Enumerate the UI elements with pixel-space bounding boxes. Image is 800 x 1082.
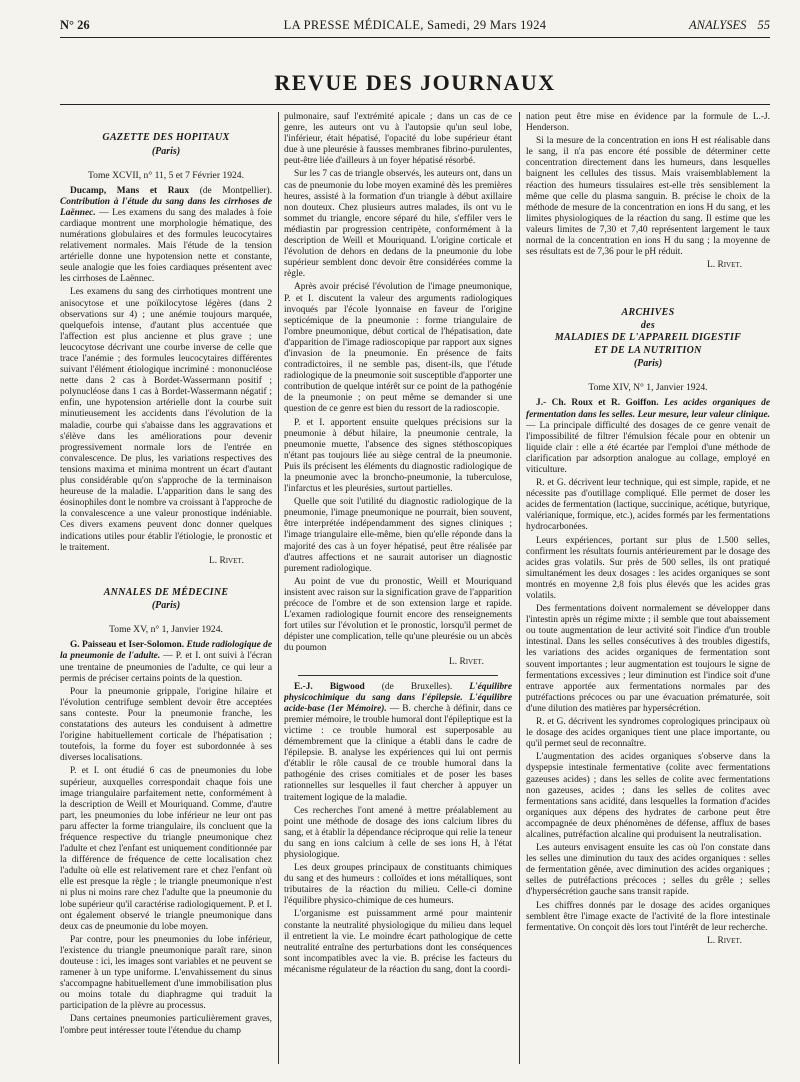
article-paragraph: Dans certaines pneumonies particulièrement graves, l'ombre peut intéresser toute l'étendue du champ: [60, 1014, 272, 1036]
article-author: G. Paisseau et Iser-Solomon.: [70, 640, 185, 651]
article-title: Les acides organiques de fermentation dans les selles. Leur mesure, leur valeur clinique.: [526, 398, 770, 420]
signature: L. Rivet.: [707, 260, 742, 271]
column-divider: [519, 112, 520, 1064]
journal-place: (Paris): [151, 145, 181, 157]
article-paragraph: Pour la pneumonie grippale, l'origine hilaire et l'évolution centrifuge semblent devoir être acceptées sans conteste. Pour la pneumonie franche, les constatations des auteurs les conduisent à admettre l'origine habituellement corticale de l'hépatisation ; toutefois, la forme du foyer est subordonnée à ses diverses localisations.: [60, 686, 272, 764]
journal-title: ET DE LA NUTRITION: [594, 344, 702, 356]
article-paragraph: [60, 640, 272, 684]
journal-issue: Tome XCVII, n° 11, 5 et 7 Février 1924.: [87, 169, 244, 181]
article-text: — Les examens du sang des malades à foie cardiaque montrent une morphologie hématique, des numérations globulaires et des formules leucocytaires relativement normales. Mais l'étude de la tension artérielle donne une hypotension nette et constante, seule analogie que les foies cardiaques présentent avec les cirrhoses de Laënnec.: [60, 207, 272, 285]
journal-title: MALADIES DE L'APPAREIL DIGESTIF: [554, 332, 742, 344]
article-paragraph: Les auteurs envisagent ensuite les cas où l'on constate dans les selles une diminution du taux des acides organiques : selles de fermentation gênée, avec diminution des acides organiques ; selles de putréfactions précoces ; selles du grêle ; selles d'hypersécrétion gauche sans transit rapide.: [526, 843, 770, 898]
page-number: 55: [757, 18, 770, 32]
article-paragraph: nation peut être mise en évidence par la formule de L.-J. Henderson.: [526, 112, 770, 134]
article-author: E.-J. Bigwood: [294, 681, 365, 692]
article-paragraph: pulmonaire, sauf l'extrémité apicale ; dans un cas de ce genre, les auteurs ont vu à l'autopsie qu'un seul lobe, l'inférieur, était hépatisé, l'opacité du lobe supérieur étant due à une pleurésie à fausses membranes fibrino-purulentes, peut-être liée d'ailleurs à un foyer hépatisé résorbé.: [284, 112, 512, 167]
journal-title: ANNALES DE MÉDECINE: [103, 586, 229, 598]
section-title: REVUE DES JOURNAUX: [274, 70, 556, 95]
author-affiliation: (de Montpellier).: [189, 185, 272, 196]
journal-title: des: [640, 319, 656, 331]
column-1: [60, 112, 272, 1064]
signature: L. Rivet.: [707, 935, 742, 946]
article-title: Contribution à l'étude du sang dans les cirrhoses de Laënnec.: [60, 196, 272, 218]
article-paragraph: R. et G. décrivent les syndromes coprologiques principaux où le dosage des acides organiques tient une place importante, ou qu'il permet seul de reconnaître.: [526, 717, 770, 750]
article-text: — La principale difficulté des dosages de ce genre venait de l'impossibilité de filtrer l'émulsion fécale pour en obtenir un liquide clair : elle a été écartée par l'emploi d'une méthode de clarification par adsorption analogue au collage, employé en viticulture.: [526, 420, 770, 475]
article-paragraph: Ces recherches l'ont amené à mettre préalablement au point une méthode de dosage des ions calcium libres du sang, et à établir la dépendance réciproque qui relie la teneur du sang en ions calcium à celle de ses ions H, à l'état physiologique.: [284, 805, 512, 860]
article-paragraph: Sur les 7 cas de triangle observés, les auteurs ont, dans un cas de pneumonie du lobe moyen examiné dès les premières heures, assisté à la formation d'un triangle à début axillaire non douteux. Chez plusieurs autres malades, ils ont vu le sommet du triangle, encore séparé du hile, s'effiler vers le médiastin par progression centripète, conformément à la description de Weill et Mouriquand. L'origine corticale et l'évolution de dehors en dedans de la pneumonie du lobe supérieur semblent donc devoir être considérées comme la règle.: [284, 169, 512, 280]
article-paragraph: Des fermentations doivent normalement se développer dans l'intestin après un régime mixte ; il semble que tout abaissement ou toute augmentation de leur activité soit l'indice d'un trouble intestinal. Dans les selles consécutives à des troubles digestifs, les variations des acides organiques de fermentation sont souvent importantes ; leur augmentation est toujours le signe de fermentations excessives ; leur diminution est l'indice soit d'une entrave apportée aux fermentations normales par des putréfactions précoces ou par une évacuation prématurée, soit d'une dilution des matières par hypersécrétion.: [526, 604, 770, 714]
section-name: ANALYSES: [688, 18, 747, 32]
article-title: Etude radiologique de la pneumonie de l'adulte.: [60, 640, 272, 662]
section-title-rule: [60, 104, 770, 105]
article-separator: [298, 675, 498, 676]
journal-place: (Paris): [633, 358, 663, 370]
article-paragraph: [60, 186, 272, 286]
article-author: Ducamp, Mans et Raux: [70, 185, 190, 196]
article-paragraph: Les chiffres donnés par le dosage des acides organiques semblent être l'image exacte de l'activité de la flore intestinale fermentative. On conçoit dès lors tout l'intérêt de leur recherche.: [526, 900, 770, 933]
article-paragraph: Quelle que soit l'utilité du diagnostic radiologique de la pneumonie, l'image pneumonique ne pourrait, bien souvent, être interprétée indépendamment des signes cliniques ; l'image triangulaire elle-même, bien qu'elle réponde dans la majorité des cas à un foyer hépatisé, peut être réalisée par d'autres affections et ne saurait autoriser un diagnostic purement radiologique.: [284, 497, 512, 574]
article-paragraph: P. et I. apportent ensuite quelques précisions sur la pneumonie à début hilaire, la pneumonie centrale, la pneumonie muette, l'absence des signes stéthoscopiques n'étant pas toujours liée au siège central de la pneumonie. Puis ils précisent les éléments du diagnostic radiologique de la pneumonie avec la broncho-pneumonie, la tuberculose, l'infarctus et les pleurésies, surtout partielles.: [284, 417, 512, 495]
column-2: [284, 112, 512, 1064]
article-paragraph: L'organisme est puissamment armé pour maintenir constante la neutralité physiologique du milieu dans lequel il entretient la vie. Le moindre écart pathologique de cette neutralité entraîne des perturbations dont les conséquences sont incompatibles avec la vie. B. précise les facteurs du mécanisme régulateur de la réaction du sang, dont la coordi-: [284, 909, 512, 975]
column-divider: [278, 112, 279, 1064]
header-rule: [60, 37, 770, 38]
article-paragraph: Les examens du sang des cirrhotiques montrent une anisocytose et une poïkilocytose légères (dans 2 observations sur 4) ; une anémie toujours marquée, quelquefois intense, d'autant plus accentuée que l'affection est plus ancienne et plus grave ; une leucocytose décrivant une courbe inverse de celle que trace l'anémie ; des formules leucocytaires différentes suivant l'élément étiologique incriminé : mononucléose nette dans 2 cas à Bordet-Wassermann positif ; polynucléose dans 1 cas à Bordet-Wassermann négatif ; enfin, une hypotension artérielle dont la courbe suit minutieusement les accidents dans l'évolution de la maladie, courbe qui s'abaisse dans les aggravations et s'élève dans les améliorations pour devenir progressivement normale lors de l'entrée en convalescence. De plus, les variations respectives des tensions maxima et minima montrent un écart d'autant plus considérable qu'on s'approche de la terminaison heureuse de la maladie. L'apparition dans le sang des éosinophiles dont le nombre va croissant à l'approche de la convalescence a une valeur pronostique indéniable. Ces divers examens peuvent donc donner quelques indications utiles pour établir l'étiologie, le pronostic et le traitement.: [60, 287, 272, 553]
journal-date: LA PRESSE MÉDICALE, Samedi, 29 Mars 1924: [283, 18, 547, 32]
journal-issue: Tome XV, n° 1, Janvier 1924.: [109, 624, 223, 636]
journal-place: (Paris): [151, 600, 181, 612]
article-paragraph: Au point de vue du pronostic, Weill et Mouriquand insistent avec raison sur la signification grave de l'apparition précoce de l'ombre et de son extension large et rapide. L'examen radiologique fournit encore des renseignements fort utiles sur l'évolution et le pronostic, lorsqu'il permet de dépister une complication, telle qu'une pleurésie ou un abcès du poumon: [284, 576, 512, 654]
article-paragraph: L'augmentation des acides organiques s'observe dans la dyspepsie intestinale fermentative (colite avec fermentations gazeuses acides) ; dans les selles de colite avec fermentations non gazeuses, acides ; dans les selles de colites avec fermentations sans acidité, dans lesquelles la formation d'acides organiques aux dépens des hydrates de carbone peut être accompagnée de deux phénomènes de défense, afflux de bases alcalines, putréfaction alcaline qui produisent la neutralisation.: [526, 752, 770, 840]
section-page: [689, 18, 770, 33]
article-author: J.- Ch. Roux et R. Goiffon.: [536, 398, 659, 409]
article-paragraph: [526, 398, 770, 476]
running-header: [60, 14, 770, 36]
issue-number: N° 26: [60, 18, 90, 32]
column-3: [526, 112, 770, 1064]
signature: L. Rivet.: [449, 656, 484, 667]
article-text: — P. et I. ont suivi à l'écran une trentaine de pneumonies de l'adulte, ce qui leur a permis de préciser certains points de la question.: [60, 651, 272, 684]
article-text: — B. cherche à définir, dans ce premier mémoire, le trouble humoral dont l'épileptique est la victime : ce trouble humoral est superposable au démembrement que la clinique a établi dans le cadre de l'épilepsie. B. analyse les expériences qui lui ont permis d'établir le rôle causal de ce trouble humoral dans la pathogénie des crises comitiales et de poser les bases rationnelles sur lesquelles il faut chercher à appuyer un traitement logique de la maladie.: [284, 703, 512, 803]
article-paragraph: Si la mesure de la concentration en ions H est réalisable dans le sang, il n'a pas encore été possible de déterminer cette concentration directement dans les humeurs, dans lesquelles baignent les cellules des tissus. Mais vraisemblablement la réaction des humeurs tissulaires est-elle très sensiblement la même que celle du plasma sanguin. B. précise le choix de la méthode de mesure de la concentration en ions H du sang, et les limites physiologiques de la réaction du sang. Il estime que les valeurs limites de 7,30 et 7,40 représentent largement le taux normal de la concentration en ions H du sang ; la moyenne de ses résultats est de 7,36 pour le pH réduit.: [526, 136, 770, 258]
journal-title: ARCHIVES: [621, 307, 675, 319]
article-paragraph: R. et G. décrivent leur technique, qui est simple, rapide, et ne nécessite pas d'outillage compliqué. Elle permet de doser les acides de fermentation (lactique, succinique, acétique, butyrique, valérianique, formique, etc.), acides formés par les fermentations hydrocarbonées.: [526, 478, 770, 533]
article-paragraph: Par contre, pour les pneumonies du lobe inférieur, l'existence du triangle pneumonique paraît rare, sinon douteuse : ici, les images sont variables et ne peuvent se ramener à un type uniforme. L'envahissement du sinus s'accompagne habituellement d'une immobilisation plus ou moins totale du diaphragme qui traduit la participation de la plèvre au processus.: [60, 934, 272, 1012]
author-affiliation: (de Bruxelles).: [364, 681, 470, 692]
journal-title: GAZETTE DES HOPITAUX: [102, 132, 230, 143]
article-paragraph: P. et I. ont étudié 6 cas de pneumonies du lobe supérieur, auxquelles correspondait chaque fois une image triangulaire parfaitement nette, conformément à la description de Weill et Mouriquand. Comme, d'autre part, les pneumonies du lobe inférieur ne leur ont pas paru affecter la forme triangulaire, ils concluent que la fréquence respective du triangle pneumonique chez l'adulte et chez l'enfant est uniquement conditionnée par la différence de fréquence de cette localisation chez l'adulte où elle est relativement rare et chez l'enfant où elle est presque la règle ; le triangle pneumonique n'est ni plus ni moins rare chez l'adulte que la pneumonie du lobe supérieur qu'il caractérise radiologiquement. P. et I. ont également observé le triangle pneumonique dans deux cas de pneumonie du lobe moyen.: [60, 766, 272, 932]
signature: L. Rivet.: [209, 555, 244, 566]
article-title: L'équilibre physicochimique du sang dans l'épilepsie. L'équilibre acide-base (1er Mémoire).: [284, 681, 512, 714]
article-paragraph: Après avoir précisé l'évolution de l'image pneumonique, P. et I. discutent la valeur des arguments radiologiques invoqués par l'école lyonnaise en faveur de l'origine septicémique de la pneumonie : forme triangulaire de l'ombre pneumonique, début cortical de l'hépatisation, date d'apparition de l'image radioscopique par rapport aux signes d'invasion de la pneumonie. En présence de faits contradictoires, il ne semble pas, disent-ils, que l'étude radiologique de la pneumonie soit susceptible d'apporter une contribution de quelque intérêt sur ce point de la pathogénie de la pneumonie ; on peut même se demander si une question de ce genre est bien du ressort de la radioscopie.: [284, 282, 512, 415]
article-paragraph: Leurs expériences, portant sur plus de 1.500 selles, confirment les résultats fournis antérieurement par le dosage des acides gras volatils. Sur près de 500 selles, ils ont pratiqué simultanément les deux dosages : les acides organiques se sont montrés en moyenne 2,8 fois plus élevés que les acides gras volatils.: [526, 535, 770, 601]
journal-issue: Tome XIV, N° 1, Janvier 1924.: [588, 382, 708, 394]
article-paragraph: Les deux groupes principaux de constituants chimiques du sang et des humeurs : colloïdes et ions métalliques, sont tributaires de la réaction du milieu. Celle-ci domine l'équilibre physico-chimique de ces humeurs.: [284, 863, 512, 907]
article-paragraph: [284, 682, 512, 804]
